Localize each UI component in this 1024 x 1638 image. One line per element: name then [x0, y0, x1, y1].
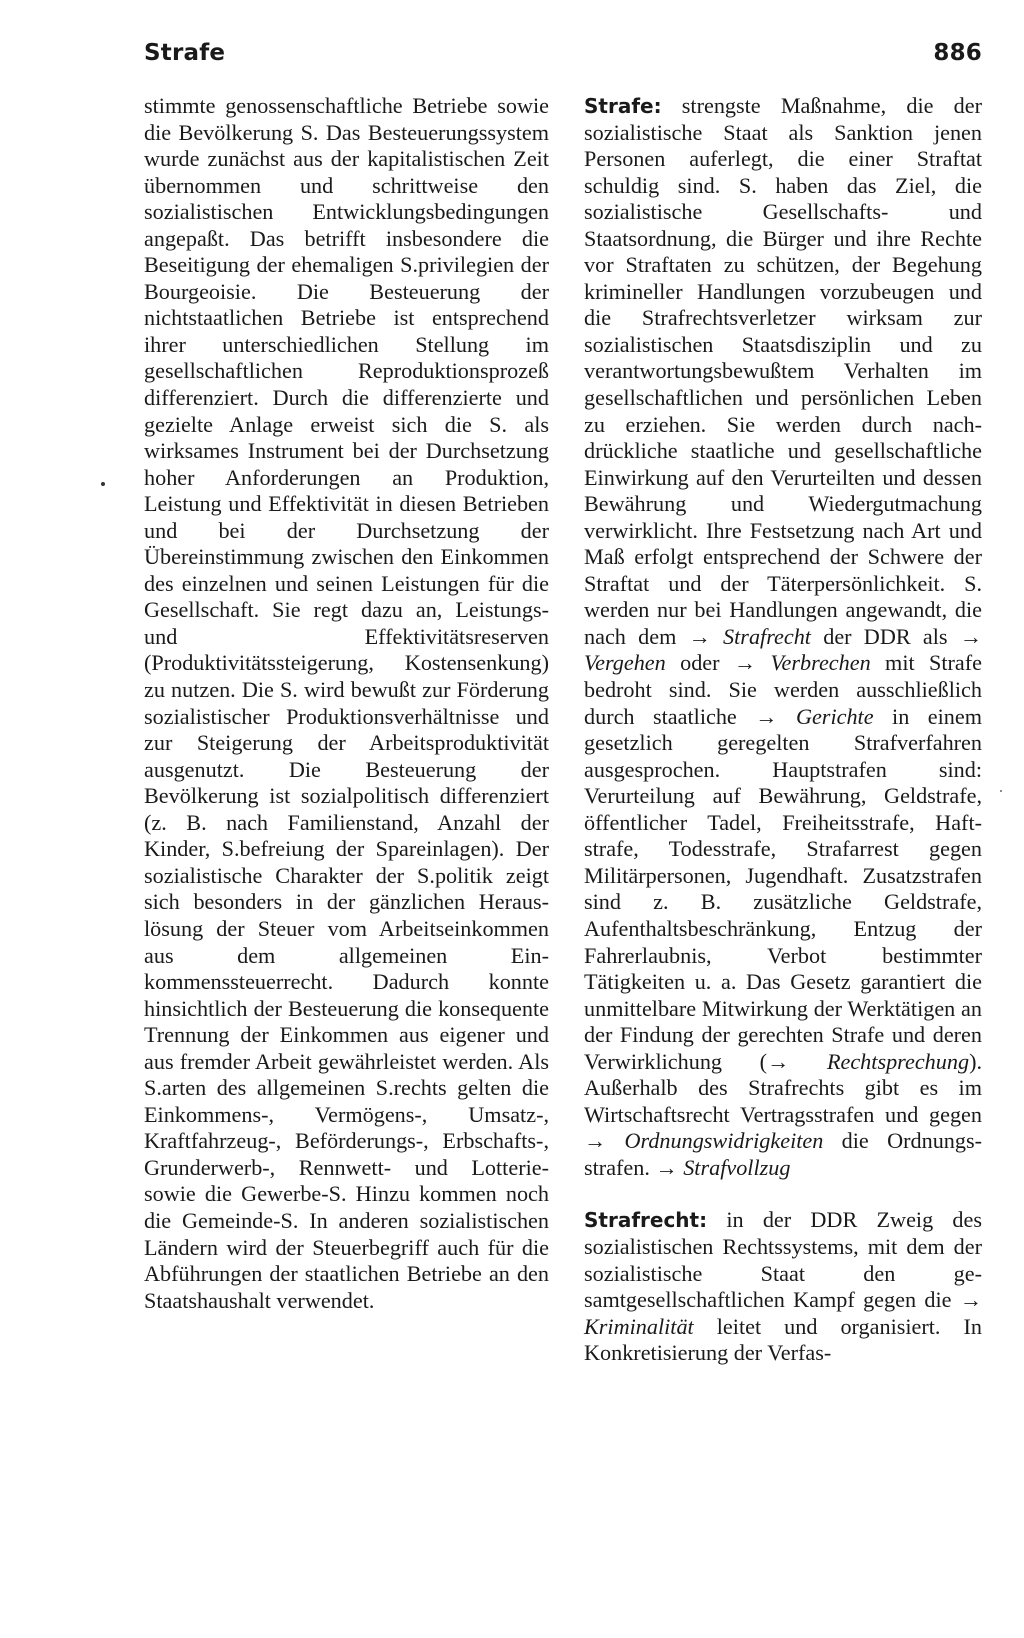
xref-ordnungswidrigkeiten[interactable]	[584, 1128, 823, 1153]
right-column	[584, 93, 982, 1367]
entry-strafe	[584, 93, 982, 1181]
entry-text: oder	[665, 650, 734, 676]
entry-text: ). Außerhalb des Strafrechts gibt es im Wirtschaftsrecht Vertragsstrafen und gegen	[584, 1048, 982, 1127]
entry-text: in einem gesetzlich geregelten Strafverfahren ausgesprochen. Hauptstrafen sind: Verurteilung auf Bewährung, Geldstrafe, öffentlicher Tadel, Freiheitsstrafe, Haftstrafe, Todesstrafe, Strafarrest gegen Militärpersonen, Jugendhaft. Zusatzstrafen sind z. B. zusätzliche Geldstrafe, Aufenthaltsbeschränkung, Entzug der Fahrerlaubnis, Verbot bestimmter Tätigkeiten u. a. Das Gesetz garantiert die unmittelbare Mitwirkung der Werktätigen an der Findung der gerechten Strafe und deren Verwirklichung (	[584, 703, 982, 1074]
xref-rechtsprechung[interactable]	[767, 1049, 969, 1074]
xref-label: Strafvollzug	[683, 1154, 791, 1180]
entry-text: leitet und organisiert. In Konkretisierung der Verfas-	[584, 1313, 982, 1366]
arrow-icon: →	[755, 703, 778, 729]
continuation-paragraph: stimmte genossenschaftliche Betriebe sowie die Bevölkerung S. Das Besteuerungssystem wurde zunächst aus der kapitalistischen Zeit übernommen und schrittweise den sozialistischen Entwicklungsbedingungen angepaßt. Das betrifft insbesondere die Beseitigung der ehemaligen S.privilegien der Bourgeoisie. Die Besteuerung der nichtstaatlichen Betriebe ist entsprechend ihrer unterschiedlichen Stellung im gesellschaftlichen Reproduktionsprozeß differenziert. Durch die differenzierte und gezielte Anlage erweist sich die S. als wirksames Instrument bei der Durchsetzung hoher Anforderungen an Produktion, Leistung und Effektivität in diesen Betrieben und bei der Durchsetzung der Übereinstimmung zwischen den Einkommen des einzelnen und seinen Leistungen für die Gesellschaft. Sie regt dazu an, Leistungs- und Effektivitätsreserven (Produktivitätssteigerung, Kostensenkung) zu nutzen. Die S. wird bewußt zur Förderung sozialistischer Produktionsverhältnisse und zur Steigerung der Arbeitsproduktivität ausgenutzt. Die Besteuerung der Bevölkerung ist sozialpolitisch differenziert (z. B. nach Familienstand, Anzahl der Kinder, S.befreiung der Spareinlagen). Der sozialistische Charakter der S.politik zeigt sich besonders in der gänzlichen Herauslösung der Steuer vom Arbeitseinkommen aus dem allgemeinen Einkommenssteuerrecht. Dadurch konnte hinsichtlich der Besteuerung die konsequente Trennung der Einkommen aus eigener und aus fremder Arbeit gewährleistet werden. Als S.arten des allgemeinen S.rechts gelten die Einkommens-, Vermögens-, Umsatz-, Kraftfahrzeug-, Beförderungs-, Erbschafts-, Grunderwerb-, Rennwett- und Lotterie- sowie die Gewerbe-S. Hinzu kommen noch die Gemeinde-S. In anderen sozialistischen Ländern wird der Steuerbegriff auch für die Abführungen der staatlichen Betriebe an den Staatshaushalt verwendet.	[144, 93, 549, 1313]
arrow-icon: →	[655, 1154, 678, 1180]
entry-text: strengste Maßnahme, die der sozialistische Staat als Sanktion jenen Personen auferlegt, die einer Straftat schuldig sind. S. haben das Ziel, die sozialistische Gesellschafts- und Staatsordnung, die Bürger und ihre Rechte vor Straftaten zu schützen, der Begehung krimineller Handlungen vorzubeugen und die Strafrechtsverletzer wirksam zur sozialistischen Staatsdisziplin und zu verantwortungsbewußtem Verhalten im gesellschaftlichen und persönlichen Leben zu erziehen. Sie werden durch nachdrückliche staatliche und gesellschaftliche Einwirkung auf den Verurteilten und dessen Bewährung und Wiedergutmachung verwirklicht. Ihre Festsetzung nach Art und Maß erfolgt entsprechend der Schwere der Straftat und der Täterpersönlichkeit. S. werden nur bei Handlungen angewandt, die nach dem	[584, 93, 982, 649]
xref-label: Ordnungswidrigkeiten	[624, 1128, 824, 1154]
left-column	[144, 93, 549, 1314]
xref-label: Kriminalität	[584, 1313, 694, 1339]
arrow-icon: →	[733, 650, 757, 676]
entry-text: mit Strafe bedroht sind. Sie werden ausschließlich durch staatliche	[584, 650, 982, 729]
xref-label: Strafrecht	[723, 623, 811, 649]
xref-label: Vergehen	[584, 650, 666, 676]
arrow-icon: →	[767, 1048, 790, 1074]
margin-speck	[1000, 790, 1002, 792]
xref-label: Rechtsprechung	[826, 1048, 970, 1074]
arrow-icon: →	[688, 623, 711, 649]
arrow-icon: →	[959, 1287, 982, 1313]
entry-text: der DDR als	[810, 623, 960, 649]
xref-label: Verbrechen	[770, 650, 871, 676]
entry-text: die Ordnungsstrafen.	[584, 1128, 982, 1180]
entry-text: in der DDR Zweig des sozialistischen Rechtssystems, mit dem der sozialistische Staat den gesamtgesellschaftlichen Kampf gegen die	[584, 1207, 982, 1313]
headword-strafe: Strafe:	[584, 94, 662, 118]
xref-gerichte[interactable]	[755, 704, 873, 729]
entry-strafrecht	[584, 1207, 982, 1366]
margin-dot	[101, 482, 105, 486]
running-head-left: Strafe	[144, 40, 226, 66]
xref-verbrechen[interactable]	[734, 650, 871, 675]
xref-strafrecht[interactable]	[689, 624, 811, 649]
arrow-icon: →	[959, 623, 982, 649]
xref-label: Gerichte	[795, 703, 874, 729]
xref-strafvollzug[interactable]	[655, 1155, 790, 1180]
arrow-icon: →	[584, 1128, 607, 1154]
headword-strafrecht: Strafrecht:	[584, 1208, 708, 1233]
page-number: 886	[933, 40, 982, 66]
